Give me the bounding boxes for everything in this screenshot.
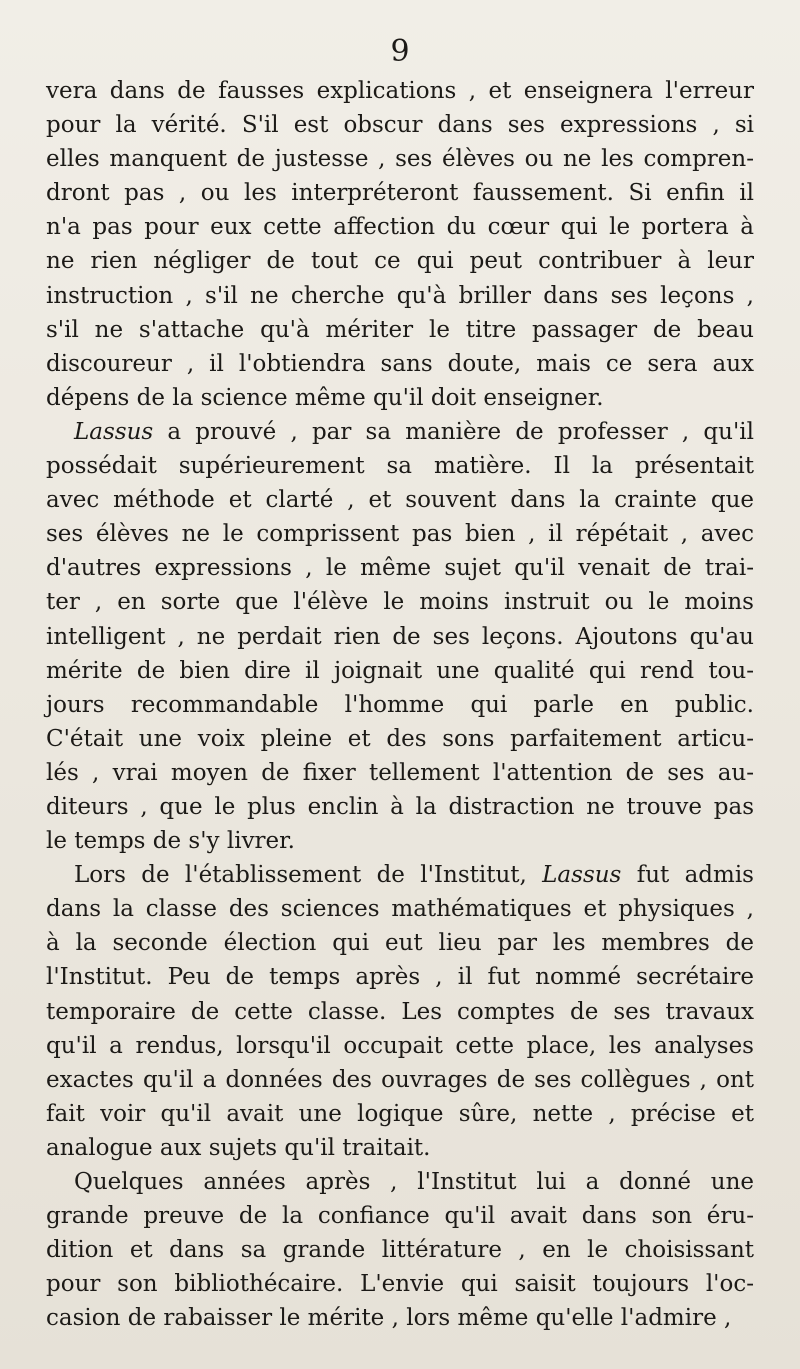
text-line: exactes qu'il a données des ouvrages de ses collègues , ont <box>46 1066 754 1093</box>
body-text <box>46 74 754 1335</box>
text-line: dépens de la science même qu'il doit enseigner. <box>46 384 604 411</box>
text-line: Quelques années après , l'Institut lui a donné une <box>74 1169 754 1195</box>
text-line: d'autres expressions , le même sujet qu'il venait de trai- <box>46 555 754 582</box>
text-line: qu'il a rendus, lorsqu'il occupait cette place, les analyses <box>46 1032 754 1059</box>
text-line: pour la vérité. S'il est obscur dans ses expressions , si <box>46 112 754 139</box>
text-line: mérite de bien dire il joignait une qualité qui rend tou- <box>46 657 754 684</box>
text-line: ses élèves ne le comprissent pas bien , il répétait , avec <box>46 521 754 548</box>
text-line: avec méthode et clarté , et souvent dans la crainte que <box>46 487 754 514</box>
page-number: 9 <box>390 34 410 69</box>
text-line: pour son bibliothécaire. L'envie qui saisit toujours l'oc- <box>46 1271 754 1298</box>
name-lassus: Lassus <box>542 862 622 889</box>
text-line: dans la classe des sciences mathématiques et physiques , <box>46 896 754 923</box>
text-line: C'était une voix pleine et des sons parfaitement articu- <box>46 725 754 752</box>
text-line: casion de rabaisser le mérite , lors même qu'elle l'admire , <box>46 1305 732 1332</box>
text-line: vera dans de fausses explications , et enseignera l'erreur <box>46 78 754 104</box>
text-line: grande preuve de la confiance qu'il avait dans son éru- <box>46 1203 754 1230</box>
text-line: elles manquent de justesse , ses élèves ou ne les compren- <box>46 146 754 173</box>
text-line: analogue aux sujets qu'il traitait. <box>46 1134 431 1161</box>
text-line: possédait supérieurement sa matière. Il la présentait <box>46 453 754 480</box>
text-line: dront pas , ou les interpréteront faussement. Si enfin il <box>46 180 754 207</box>
text-line: instruction , s'il ne cherche qu'à briller dans ses leçons , <box>46 282 754 309</box>
paragraph <box>46 858 754 1165</box>
paragraph <box>46 74 754 415</box>
text-line: le temps de s'y livrer. <box>46 828 295 855</box>
name-lassus: Lassus <box>74 418 154 445</box>
text-line: dition et dans sa grande littérature , en le choisissant <box>46 1237 754 1264</box>
text-line: temporaire de cette classe. Les comptes de ses travaux <box>46 998 754 1025</box>
text-line: à la seconde élection qui eut lieu par les membres de <box>46 930 754 957</box>
text-line: s'il ne s'attache qu'à mériter le titre passager de beau <box>46 316 754 343</box>
paragraph <box>46 1165 754 1335</box>
text-line: fait voir qu'il avait une logique sûre, nette , précise et <box>46 1100 754 1127</box>
text-line: n'a pas pour eux cette affection du cœur qui le portera à <box>46 214 754 241</box>
paragraph <box>46 415 754 858</box>
text-line: discoureur , il l'obtiendra sans doute, mais ce sera aux <box>46 350 754 377</box>
text-line: lés , vrai moyen de fixer tellement l'attention de ses au- <box>46 759 754 786</box>
text-line: jours recommandable l'homme qui parle en public. <box>46 691 754 718</box>
text-line: intelligent , ne perdait rien de ses leçons. Ajoutons qu'au <box>46 623 754 650</box>
text-line: Lassus a prouvé , par sa manière de professer , qu'il <box>74 418 754 445</box>
text-line: ter , en sorte que l'élève le moins instruit ou le moins <box>46 589 754 616</box>
text-line: diteurs , que le plus enclin à la distraction ne trouve pas <box>46 793 754 820</box>
text-line: l'Institut. Peu de temps après , il fut nommé secrétaire <box>46 964 754 991</box>
text-line: Lors de l'établissement de l'Institut, Lassus fut admis <box>74 862 754 889</box>
text-line: ne rien négliger de tout ce qui peut contribuer à leur <box>46 248 754 275</box>
